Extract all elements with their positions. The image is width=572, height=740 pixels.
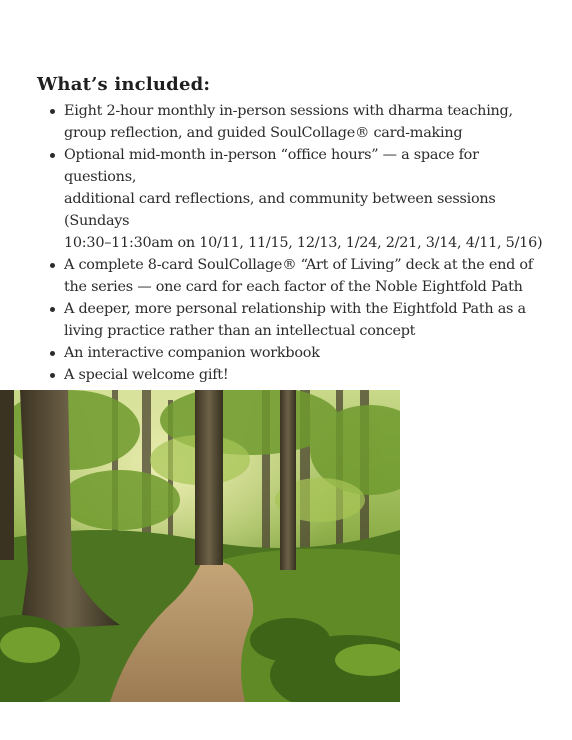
bullet-icon [50, 307, 55, 312]
list-item [44, 144, 552, 254]
bullet-icon [50, 373, 55, 378]
bullet-icon [50, 263, 55, 268]
item-line: living practice rather than an intellectual concept [64, 323, 416, 339]
item-line: group reflection, and guided SoulCollage® card-making [64, 125, 463, 141]
bullet-icon [50, 153, 55, 158]
list-item [44, 254, 552, 298]
bullet-icon [50, 109, 55, 114]
item-line: Optional mid-month in-person “office hours” — a space for questions, [64, 147, 479, 185]
item-line: 10:30–11:30am on 10/11, 11/15, 12/13, 1/24, 2/21, 3/14, 4/11, 5/16) [64, 235, 543, 251]
item-line: the series — one card for each factor of the Noble Eightfold Path [64, 279, 523, 295]
list-item [44, 364, 552, 386]
forest-path-image [0, 390, 400, 702]
bullet-icon [50, 351, 55, 356]
item-line: A complete 8-card SoulCollage® “Art of Living” deck at the end of [64, 257, 533, 273]
forest-path-illustration [0, 390, 400, 702]
list-item [44, 100, 552, 144]
list-item [44, 298, 552, 342]
section-heading: What’s included: [37, 74, 211, 95]
item-line: An interactive companion workbook [64, 345, 320, 361]
included-list [44, 100, 552, 386]
list-item [44, 342, 552, 364]
item-line: A special welcome gift! [64, 367, 229, 383]
item-line: Eight 2-hour monthly in-person sessions with dharma teaching, [64, 103, 513, 119]
item-line: additional card reflections, and community between sessions (Sundays [64, 191, 496, 229]
item-line: A deeper, more personal relationship with the Eightfold Path as a [64, 301, 526, 317]
